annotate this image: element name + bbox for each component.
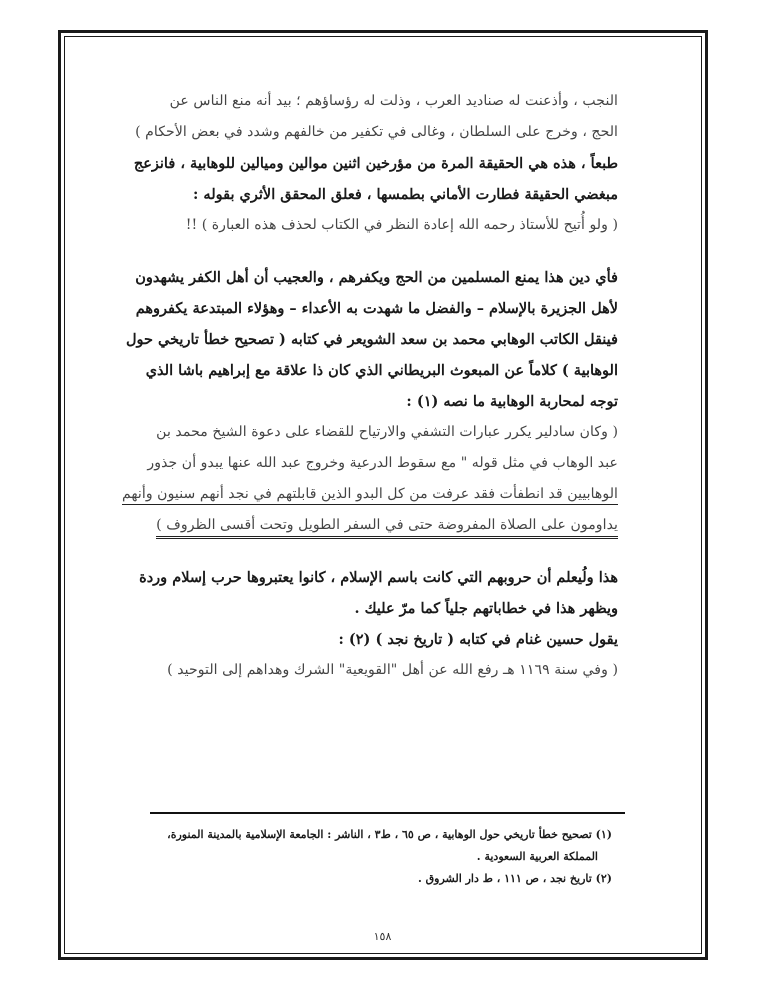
text-line: توجه لمحاربة الوهابية ما نصه (١) : — [406, 393, 618, 410]
paragraph-gap — [150, 541, 618, 562]
quote-line — [150, 510, 618, 541]
text-line: فينقل الكاتب الوهابي محمد بن سعد الشويعر في كتابه ( تصحيح خطأ تاريخي حول — [125, 331, 618, 348]
paragraph-gap — [150, 241, 618, 262]
footnote-1: (١) تصحيح خطأ تاريخي حول الوهابية ، ص ٦٥ ، ط٣ ، الناشر : الجامعة الإسلامية بالمدينة المنورة، — [167, 828, 612, 841]
footnote-1-continued: المملكة العربية السعودية . — [476, 850, 598, 863]
page-number: ١٥٨ — [373, 930, 392, 943]
footnote-divider — [150, 812, 625, 814]
footnote-2: (٢) تاريخ نجد ، ص ١١١ ، ط دار الشروق . — [417, 872, 612, 885]
underlined-text: الوهابيين قد انطفأت فقد عرفت من كل البدو الذين قابلتهم في نجد أنهم سنيون وأنهم — [122, 486, 618, 505]
text-line: يقول حسين غنام في كتابه ( تاريخ نجد ) (٢) : — [338, 631, 618, 648]
page-body — [121, 86, 618, 686]
quote-line: ( وكان سادلير يكرر عبارات التشفي والارتياح للقضاء على دعوة الشيخ محمد بن — [156, 424, 618, 440]
text-line: فأي دين هذا يمنع المسلمين من الحج ويكفرهم ، والعجيب أن أهل الكفر يشهدون — [135, 269, 618, 286]
double-underlined-text: يداومون على الصلاة المفروضة حتى في السفر الطويل وتحت أقسى الظروف ) — [156, 517, 618, 539]
footnotes — [152, 824, 612, 890]
quote-line: عبد الوهاب في مثل قوله " مع سقوط الدرعية وخروج عبد الله عنها يبدو أن جذور — [147, 455, 618, 471]
text-line: طبعاً ، هذه هي الحقيقة المرة من مؤرخين اثنين موالين وميالين للوهابية ، فانزعج — [133, 155, 618, 172]
quote-line: ( وفي سنة ١١٦٩ هـ رفع الله عن أهل "القويعية" الشرك وهداهم إلى التوحيد ) — [167, 662, 618, 678]
text-line: مبغضي الحقيقة فطارت الأماني بطمسها ، فعلق المحقق الأثري بقوله : — [193, 186, 618, 203]
text-line: ( ولو أُتيح للأستاذ رحمه الله إعادة النظر في الكتاب لحذف هذه العبارة ) !! — [185, 217, 618, 233]
text-line: هذا ولُيعلم أن حروبهم التي كانت باسم الإسلام ، كانوا يعتبروها حرب إسلام وردة — [139, 569, 618, 586]
text-line: النجب ، وأذعنت له صناديد العرب ، وذلت له رؤساؤهم ؛ بيد أنه منع الناس عن — [169, 93, 618, 109]
text-line: الحج ، وخرج على السلطان ، وغالى في تكفير من خالفهم وشدد في بعض الأحكام ) — [135, 124, 618, 140]
quote-line — [121, 479, 618, 510]
text-line: الوهابية ) كلاماً عن المبعوث البريطاني الذي كان ذا علاقة مع إبراهيم باشا الذي — [145, 362, 618, 379]
text-line: لأهل الجزيرة بالإسلام – والفضل ما شهدت به الأعداء – وهؤلاء المبتدعة يكفروهم — [135, 300, 618, 317]
text-line: ويظهر هذا في خطاباتهم جلياً كما مرّ عليك . — [354, 600, 618, 617]
